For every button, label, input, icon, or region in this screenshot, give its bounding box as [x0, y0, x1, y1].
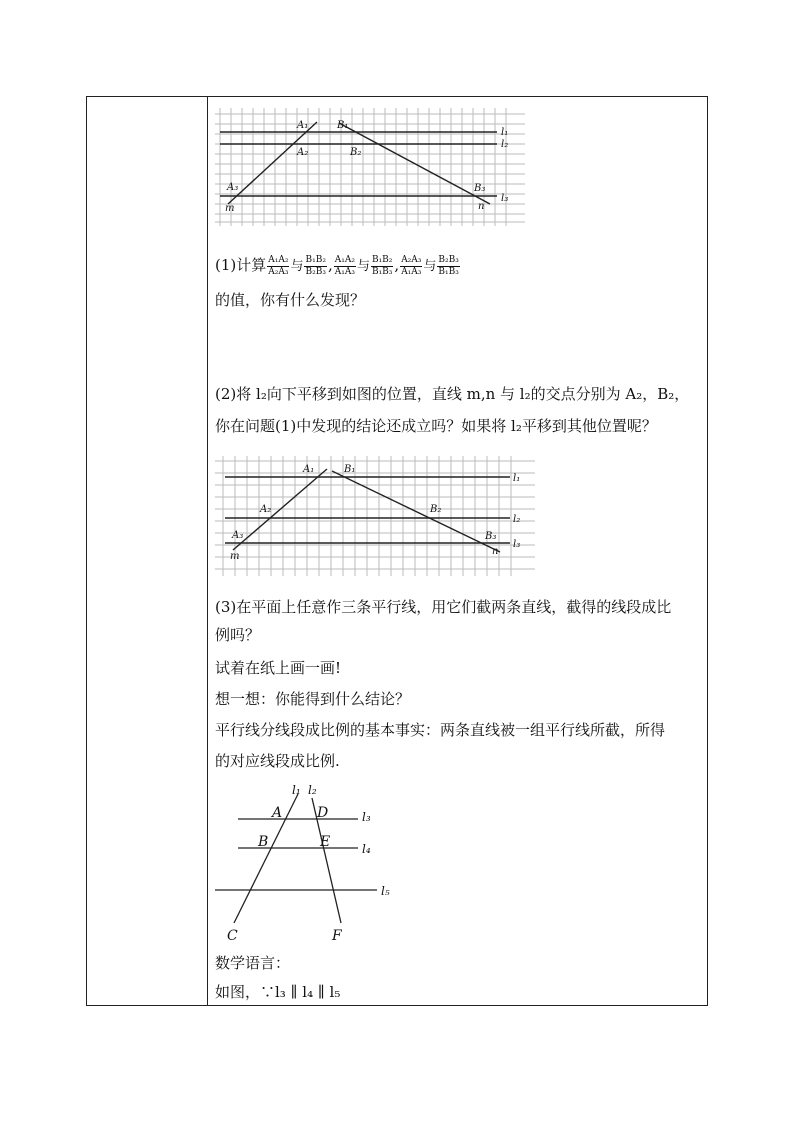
label-b2: B₂ — [430, 504, 442, 515]
label-b: B — [258, 834, 269, 850]
label-a1: A₁ — [303, 464, 315, 475]
label-l4: l₄ — [362, 842, 371, 856]
math-language-label: 数学语言： — [215, 954, 291, 972]
label-l2: l₂ — [501, 139, 509, 150]
label-l1: l₁ — [292, 783, 301, 797]
grid-figure-1 — [215, 108, 525, 226]
q1-suffix: 的值，你有什么发现？ — [215, 291, 366, 309]
q3-line1: (3)在平面上任意作三条平行线，用它们截两条直线，截得的线段成比 — [215, 598, 672, 616]
grid-figure-2 — [215, 456, 535, 576]
label-d: D — [317, 805, 329, 821]
label-l3: l₃ — [362, 810, 371, 824]
label-b1: B₁ — [344, 464, 356, 475]
frac-2: $\frac{\text{B₁B₂}}{\text{B₂B₃}}$ — [305, 254, 326, 277]
label-n: n — [478, 201, 485, 212]
label-a3: A₃ — [227, 182, 239, 193]
label-c: C — [227, 928, 238, 944]
label-a2: A₂ — [297, 147, 309, 158]
label-l1: l₁ — [501, 127, 509, 138]
given-statement: 如图，∵l₃ ∥ l₄ ∥ l₅ — [215, 983, 341, 1001]
label-m: m — [230, 551, 240, 562]
label-l2: l₂ — [513, 514, 521, 525]
q1-prefix: (1)计算 — [215, 256, 267, 274]
label-l3: l₃ — [501, 193, 509, 204]
label-b3: B₃ — [474, 183, 486, 194]
q2-line1: (2)将 l₂向下平移到如图的位置，直线 m,n 与 l₂的交点分别为 A₂，B₂， — [215, 385, 690, 403]
label-l3: l₃ — [513, 539, 521, 550]
label-a2: A₂ — [260, 504, 272, 515]
label-b3: B₃ — [485, 531, 497, 542]
fact-line2: 的对应线段成比例. — [215, 752, 340, 770]
frac-1: $\frac{\text{A₁A₂}}{\text{A₂A₃}}$ — [268, 254, 289, 277]
label-a1: A₁ — [297, 120, 309, 131]
column-divider — [207, 96, 208, 1006]
q2-line2: 你在问题(1)中发现的结论还成立吗？如果将 l₂平移到其他位置呢？ — [215, 417, 657, 435]
frac-4: $\frac{\text{B₁B₂}}{\text{B₁B₃}}$ — [371, 254, 393, 277]
label-n: n — [492, 546, 499, 557]
parallel-lines-figure — [212, 780, 402, 944]
label-l5: l₅ — [381, 884, 390, 898]
label-b2: B₂ — [350, 147, 362, 158]
question-1: (1)计算 $\frac{\text{A₁A₂}}{\text{A₂A₃}}$ 与 $\frac{\text{B₁B₂}}{\text{B₂B₃}}$ , $\frac{\text{A₁A₂}}{\text{A₁A₃}}$ 与 $\frac{\text{B₁B₂}}{\text{B₁B₃}}$ , $\frac{\text{A₂A₃}}{\text{A₁A₃}}$ 与 $\frac{\text{B₂B₃}}{\text{B₁B₃}}$ — [215, 254, 459, 277]
fact-line1: 平行线分线段成比例的基本事实：两条直线被一组平行线所截，所得 — [215, 721, 666, 739]
label-e: E — [320, 834, 331, 850]
frac-3: $\frac{\text{A₁A₂}}{\text{A₁A₃}}$ — [334, 254, 355, 277]
frac-5: $\frac{\text{A₂A₃}}{\text{A₁A₃}}$ — [401, 254, 422, 277]
yu-1: 与 — [290, 259, 304, 274]
try-text: 试着在纸上画一画! — [215, 659, 342, 677]
label-m: m — [225, 203, 235, 214]
think-text: 想一想：你能得到什么结论？ — [215, 690, 411, 708]
label-b1: B₁ — [337, 120, 349, 131]
frac-6: $\frac{\text{B₂B₃}}{\text{B₁B₃}}$ — [438, 254, 459, 277]
q3-line2: 例吗？ — [215, 626, 261, 644]
label-a: A — [272, 805, 283, 821]
label-a3: A₃ — [232, 530, 244, 541]
label-l1: l₁ — [513, 473, 521, 484]
label-l2: l₂ — [308, 783, 317, 797]
label-f: F — [332, 928, 342, 944]
